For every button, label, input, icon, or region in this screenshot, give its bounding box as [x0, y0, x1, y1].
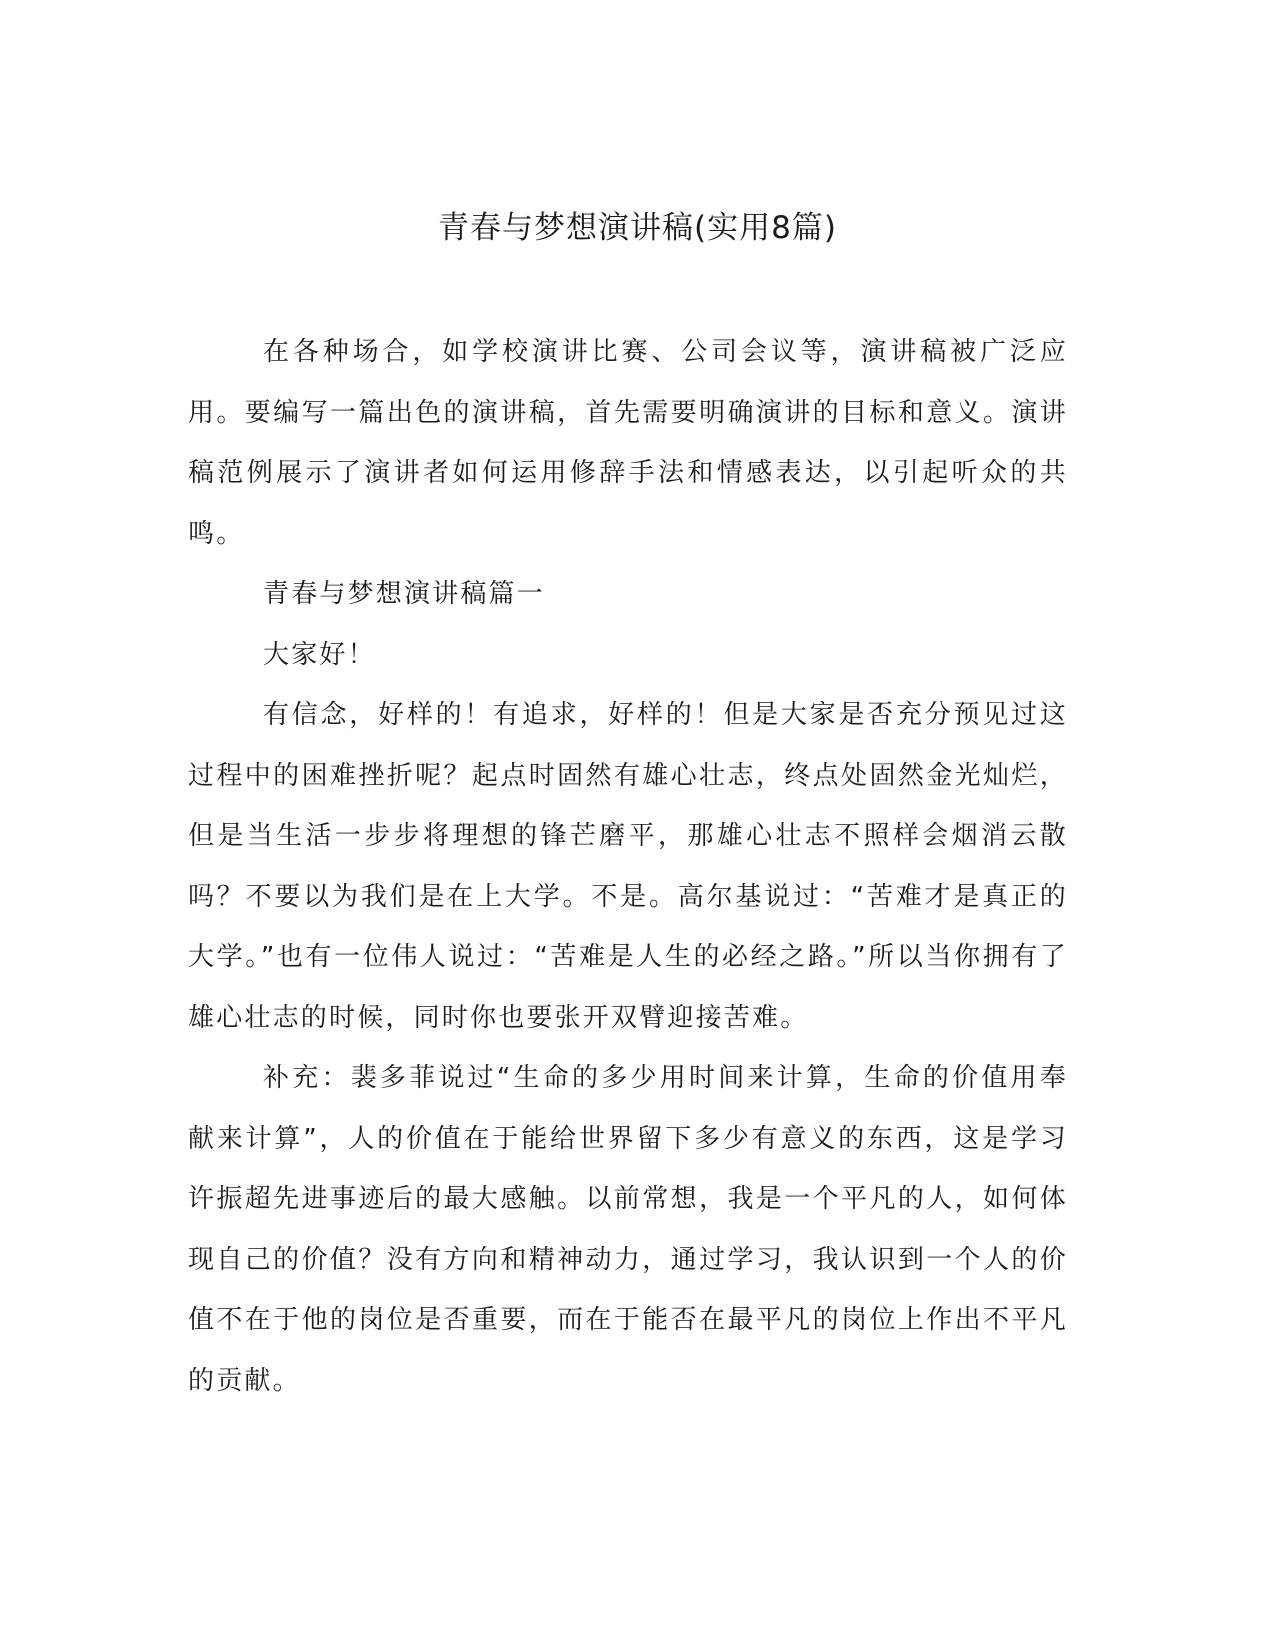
body-paragraph: 补充：裴多菲说过“生命的多少用时间来计算，生命的价值用奉献来计算”，人的价值在于能给世界留下多少有意义的东西，这是学习许振超先进事迹后的最大感触。以前常想，我是一个平凡的人，如何体现自己的价值？没有方向和精神动力，通过学习，我认识到一个人的价值不在于他的岗位是否重要，而在于能否在最平凡的岗位上作出不平凡的贡献。 [188, 1063, 1068, 1396]
document-body [188, 322, 1068, 1411]
body-paragraph: 有信念，好样的！有追求，好样的！但是大家是否充分预见过这过程中的困难挫折呢？起点时固然有雄心壮志，终点处固然金光灿烂，但是当生活一步步将理想的锋芒磨平，那雄心壮志不照样会烟消云散吗？不要以为我们是在上大学。不是。高尔基说过：“苦难才是真正的大学。”也有一位伟人说过：“苦难是人生的必经之路。”所以当你拥有了雄心壮志的时候，同时你也要张开双臂迎接苦难。 [188, 700, 1068, 1033]
greeting-paragraph: 大家好！ [263, 639, 376, 670]
intro-paragraph: 在各种场合，如学校演讲比赛、公司会议等，演讲稿被广泛应用。要编写一篇出色的演讲稿，首先需要明确演讲的目标和意义。演讲稿范例展示了演讲者如何运用修辞手法和情感表达，以引起听众的共鸣。 [188, 337, 1068, 549]
document-title: 青春与梦想演讲稿(实用8篇) [438, 210, 837, 246]
section-heading: 青春与梦想演讲稿篇一 [263, 579, 546, 609]
